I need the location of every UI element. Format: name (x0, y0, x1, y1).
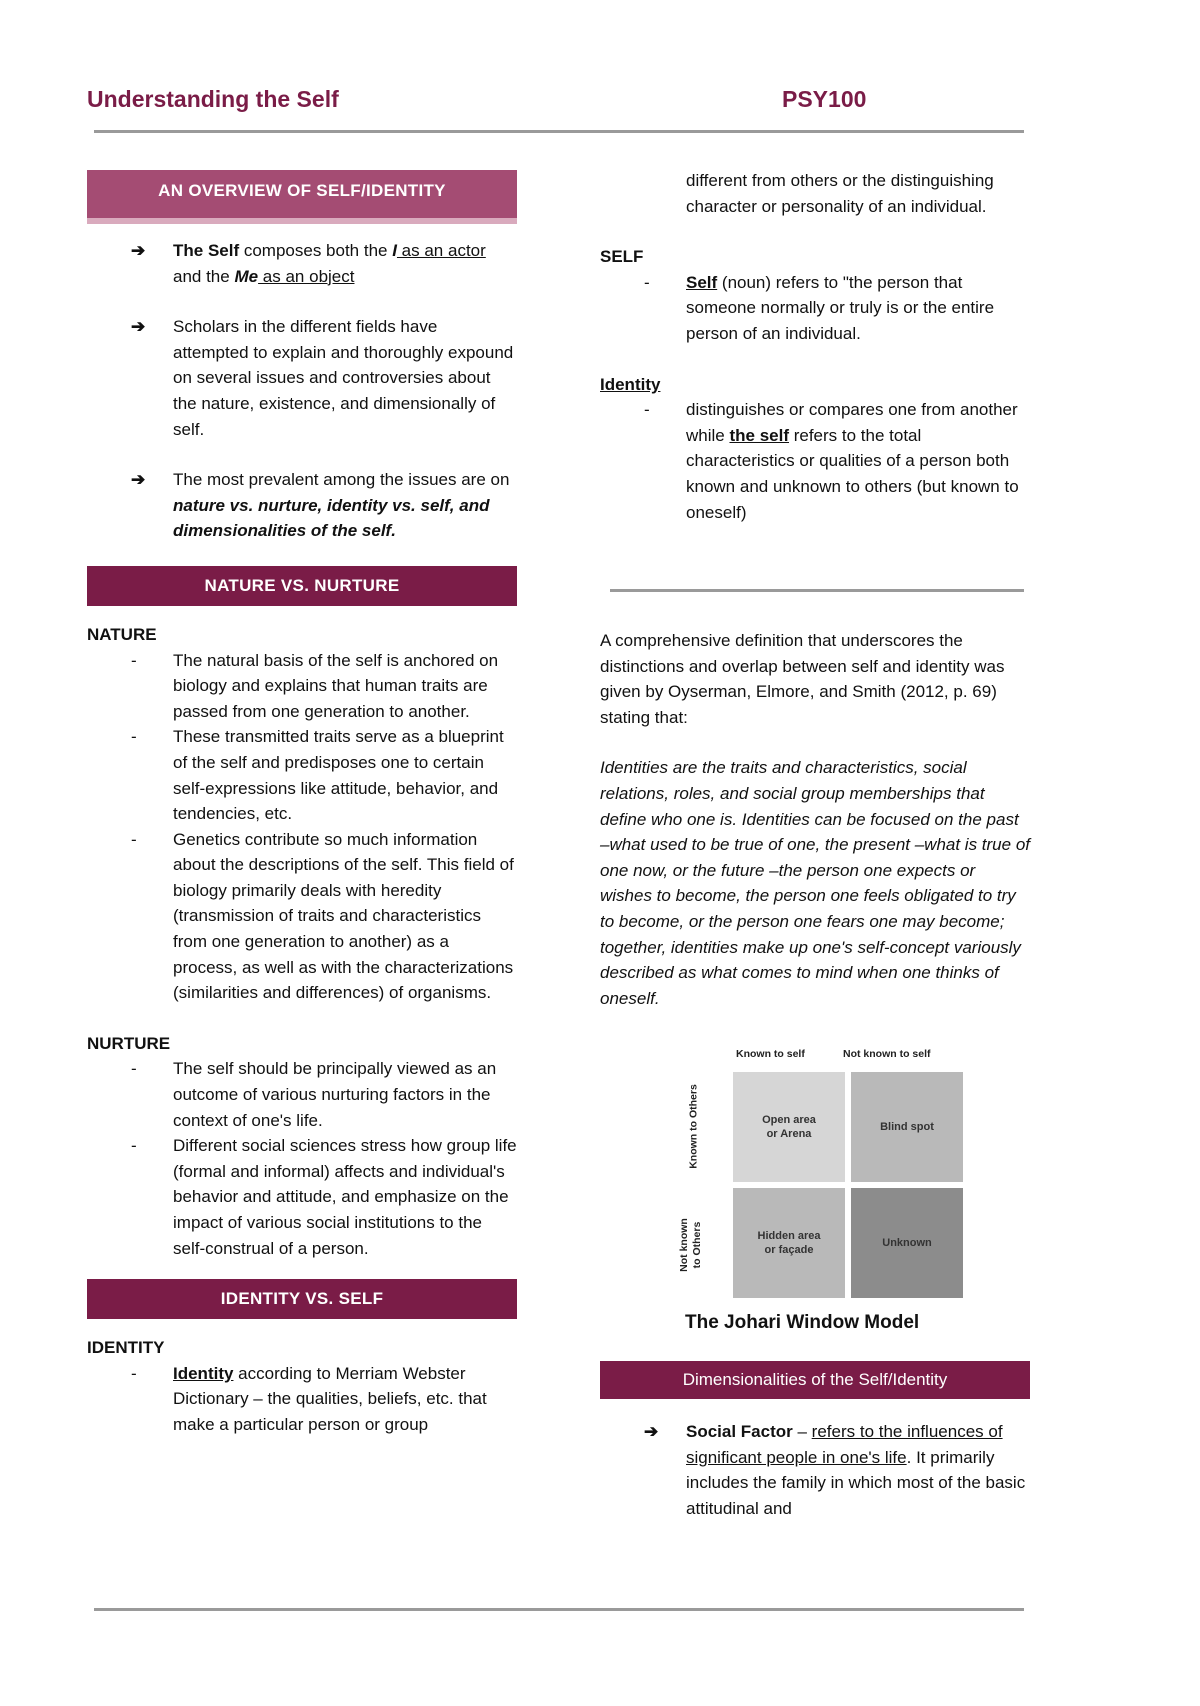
left-column (87, 170, 517, 1438)
overview-item-1 (87, 238, 517, 289)
nature-heading: NATURE (87, 624, 157, 644)
nature-item: - These transmitted traits serve as a blueprint of the self and predisposes one to certain self-expressions like attitude, behavior, and tendencies, etc. (131, 727, 504, 824)
item-text: The self should be principally viewed as an outcome of various nurturing factors in the context of one's life. (173, 1059, 497, 1130)
header-rule (94, 130, 1024, 133)
course-code: PSY100 (782, 86, 867, 112)
underlined-phrase: as an actor (396, 241, 486, 260)
nature-item: - The natural basis of the self is anchored on biology and explains that human traits are passed from one generation to another. (131, 650, 499, 721)
cell-label: Hidden area (757, 1230, 821, 1242)
nature-vs-nurture-banner: NATURE VS. NURTURE (87, 566, 517, 606)
term-the-self: the self (729, 425, 789, 445)
issues-list: nature vs. nurture, identity vs. self, and dimensionalities of the self. (173, 495, 490, 541)
arrow-icon: ➔ (131, 241, 146, 260)
underlined-phrase: refers to the influences of significant people in one's life (686, 1422, 1003, 1467)
footer-rule (94, 1608, 1024, 1611)
johari-row-label: Known to Others (687, 1084, 700, 1169)
self-heading: SELF (600, 247, 644, 267)
identity-vs-self-banner: IDENTITY VS. SELF (87, 1279, 517, 1319)
term-me: Me (234, 266, 259, 286)
overview-text: Scholars in the different fields have attempted to explain and thoroughly expound on several issues and controversies about the nature, existence, and dimensionally of self. (173, 317, 514, 439)
arrow-icon: ➔ (131, 470, 146, 490)
overview-item-3 (87, 467, 517, 544)
nurture-item: - The self should be principally viewed as an outcome of various nurturing factors in the context of one's life. (131, 1059, 497, 1130)
right-column (600, 168, 1030, 525)
johari-col-label: Not known to self (843, 1048, 931, 1060)
cell-label: or Arena (766, 1128, 812, 1140)
item-text: The natural basis of the self is anchored on biology and explains that human traits are passed from one generation to another. (173, 650, 499, 721)
overview-item-2 (87, 314, 517, 442)
johari-row-label (678, 1200, 704, 1290)
johari-unknown (851, 1188, 963, 1298)
definition-intro: A comprehensive definition that underscores the distinctions and overlap between self and identity was given by Oyserman, Elmore, and Smith (2012, p. 69) stating that: (600, 631, 1005, 727)
item-text: . It primarily includes the family in which most of the basic attitudinal and (686, 1447, 1026, 1518)
identity-definition: - distinguishes or compares one from another while the self refers to the total characteristics or qualities of a person both known and unknown to others (but known to oneself) (644, 400, 1019, 522)
cell-label: or façade (764, 1244, 814, 1256)
identity-item: - Identity according to Merriam Webster Dictionary – the qualities, beliefs, etc. that make a particular person or group (131, 1363, 487, 1434)
johari-window-figure (676, 1040, 956, 1340)
cell-label: Unknown (882, 1237, 932, 1249)
johari-blind-spot (851, 1072, 963, 1182)
johari-hidden-area (733, 1188, 845, 1298)
term-the-self: The Self (173, 241, 240, 260)
cell-label: Blind spot (880, 1121, 934, 1133)
social-factor-item (600, 1419, 1030, 1521)
identity-heading: IDENTITY (87, 1338, 165, 1358)
self-item: - Self (noun) refers to "the person that someone normally or truly is or the entire person of an individual. (644, 272, 995, 343)
item-text: refers to the total characteristics or qualities of a person both known and unknown to others (but known to oneself) (686, 425, 1019, 522)
definition-block (600, 628, 1030, 1011)
johari-open-area (733, 1072, 845, 1182)
social-factor-block (600, 1419, 1030, 1521)
term-i: I (392, 241, 397, 260)
dimensionalities-banner: Dimensionalities of the Self/Identity (600, 1361, 1030, 1399)
item-text: These transmitted traits serve as a blueprint of the self and predisposes one to certain self-expressions like attitude, behavior, and tendencies, etc. (173, 727, 504, 824)
cell-label: Open area (762, 1114, 816, 1126)
nurture-item: - Different social sciences stress how group life (formal and informal) affects and individual's behavior and attitude, and emphasize on the impact of various social institutions to the self-construal of a person. (131, 1136, 517, 1258)
document-title: Understanding the Self (87, 86, 339, 112)
term-self: Self (686, 272, 718, 292)
item-text: different from others or the distinguishing character or personality of an individual. (686, 171, 994, 216)
identity-continued (600, 168, 1030, 219)
item-text: Genetics contribute so much information about the descriptions of the self. This field of biology primarily deals with heredity (transmission of traits and characteristics from one generation to another) as a process, as well as with the characterizations (similarities and differences) of organisms. (173, 829, 514, 1003)
overview-text: composes both the (239, 241, 393, 260)
arrow-icon: ➔ (131, 317, 146, 337)
term-social-factor: Social Factor (686, 1422, 793, 1441)
row-label-line: Not known (678, 1218, 690, 1272)
overview-banner: AN OVERVIEW OF SELF/IDENTITY (87, 170, 517, 224)
section-rule (610, 589, 1024, 592)
row-label-line: to Others (691, 1221, 703, 1269)
item-text: distinguishes or compares one from another while (686, 400, 1018, 445)
item-text: (noun) refers to "the person that someone normally or truly is or the entire person of an individual. (686, 272, 995, 343)
underlined-phrase: as an object (258, 266, 355, 286)
overview-text: and the (173, 266, 235, 286)
nature-item: - Genetics contribute so much information about the descriptions of the self. This field of biology primarily deals with heredity (transmission of traits and characteristics from one generation to another) as a process, as well as with the characterizations (similarities and differences) of organisms. (131, 829, 514, 1003)
item-text: Different social sciences stress how group life (formal and informal) affects and individual's behavior and attitude, and emphasize on the impact of various social institutions to the self-construal of a person. (173, 1136, 517, 1258)
item-text: according to Merriam Webster Dictionary – the qualities, beliefs, etc. that make a particular person or group (173, 1363, 487, 1434)
johari-caption: The Johari Window Model (685, 1312, 920, 1333)
nurture-heading: NURTURE (87, 1033, 171, 1053)
identity-subheading: Identity (600, 374, 661, 394)
johari-col-label: Known to self (736, 1048, 805, 1060)
term-identity: Identity (173, 1363, 234, 1383)
definition-quote: Identities are the traits and characteristics, social relations, roles, and social group memberships that define who one is. Identities can be focused on the past –what used to be true of one, the present –what is true of one now, or the future –the person one expects or wishes to become, the person one feels obligated to try to become, or the person one fears one may become; together, identities make up one's self-concept variously described as what comes to mind when one thinks of oneself. (600, 758, 1030, 1008)
overview-text: The most prevalent among the issues are on (173, 470, 510, 490)
arrow-icon: ➔ (644, 1422, 659, 1441)
item-text: – (792, 1422, 812, 1441)
